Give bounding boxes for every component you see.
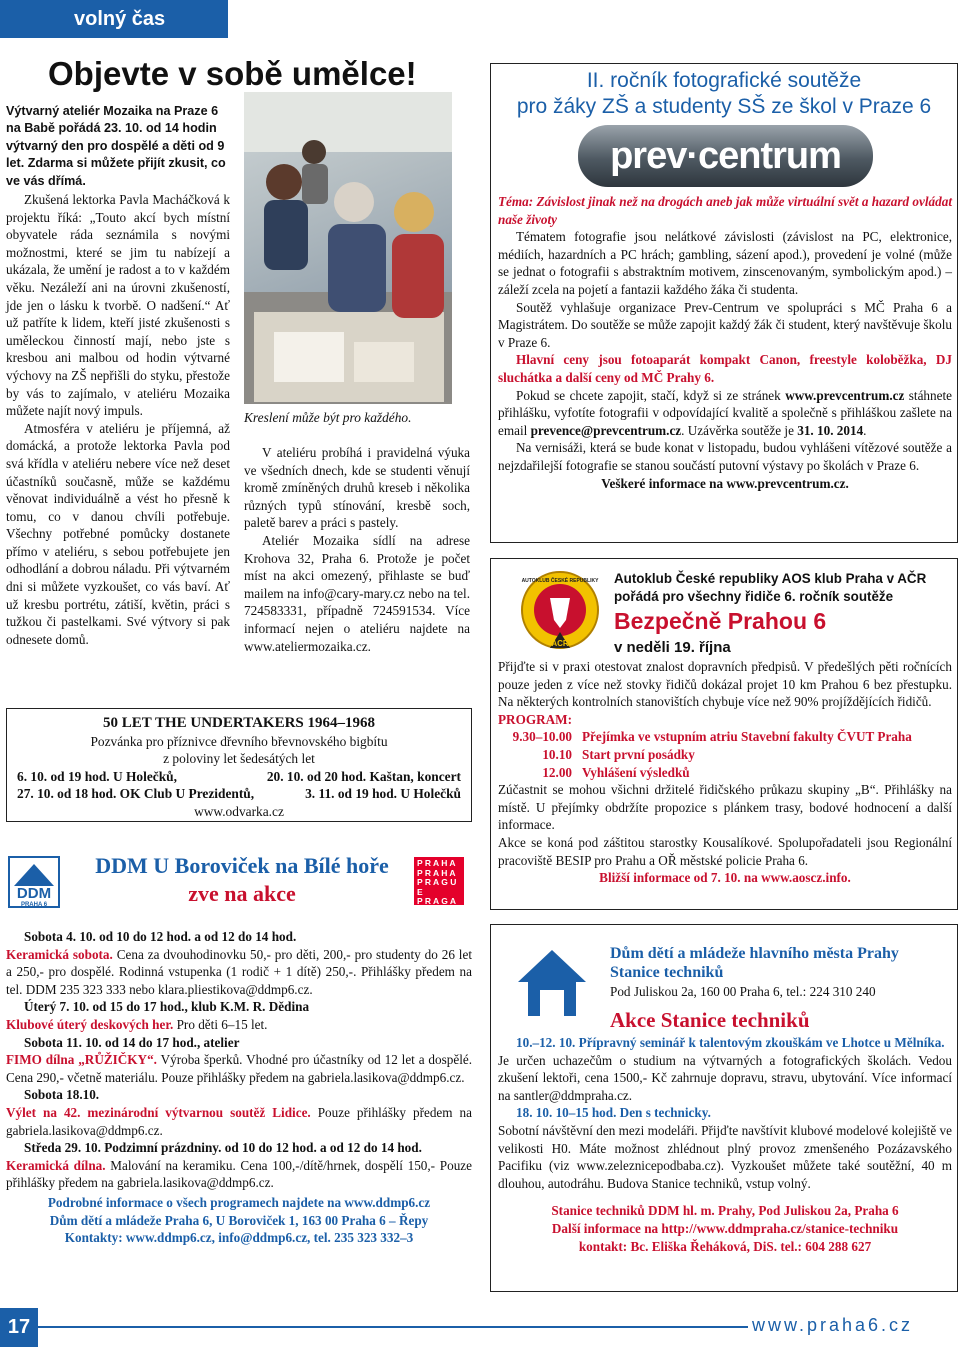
- article-paragraph: Zkušená lektorka Pavla Macháčková k projektu říká: „Touto akcí bych místní obyvatele ráda seznámila s novými možnostmi, které se jim tu nabízejí a ukázala, že umění je radost a to v každém věku. Nezáleží ani na úrovni zkušeností, jde jen o lásku k tvorbě. O nadšení.“ Ať už patříte k lidem, kteří jisté zkušenosti s uměleckou činností mají, nebo jste s kresbou ani malbou od hodin výtvarné výchovy na ZŠ nepřišli do styku, přestože by vás to zajímalo, v ateliéru Mozaika můžete najít nový impuls.: [6, 192, 230, 419]
- prev-centrum-logo: prev·centrum: [578, 125, 873, 187]
- photo-contest-prizes: Hlavní ceny jsou fotoaparát kompakt Canon, freestyle koloběžka, DJ sluchátka a další ceny od MČ Prahy 6.: [498, 352, 952, 385]
- autoklub-date: v neděli 19. října: [614, 639, 731, 656]
- ddm-event-name: Keramická sobota.: [6, 946, 113, 962]
- undertakers-events-row: [7, 785, 471, 802]
- autoklub-program-row: [498, 746, 952, 764]
- article-paragraph: Atmosféra v ateliéru je příjemná, až domácká, a protože lektorka Pavla pod svá křídla v ateliéru nebere více než deset účastníků současně, může se každému věnovat individuálně a vést ho přesně k tomu, co v danou chvíli potřebuje. Všechny potřebné pomůcky dostanete přímo v ateliéru, s sebou potřebujete jen odhodlání a dobrou náladu. Při výtvarném dni si můžete vyzkoušet, co vás baví. Ať už kresbu portrétu, zátiší, květin, práci s tužkou či pastelkami. Své výtvory si pak odnesete domů.: [6, 420, 230, 647]
- stanice-event-text: Je určen uchazečům o studium na výtvarných a fotografických školách. Vedou zkušení lektoři, cena 1500,- Kč zahrnuje dopravu, stravu, ubytování. Více informací na santler@ddmpraha.cz.: [498, 1052, 952, 1103]
- photo-caption: Kreslení může být pro každého.: [244, 410, 412, 425]
- section-tag: volný čas: [0, 0, 228, 38]
- text-run: Pokud se chcete zapojit, stačí, když si ze stránek: [516, 387, 786, 403]
- ddm-title-line: zve na akce: [188, 881, 296, 906]
- photo-contest-title-line: pro žáky ZŠ a studenty SŠ ze škol v Praze 6: [516, 95, 932, 118]
- stanice-address: Pod Juliskou 2a, 160 00 Praha 6, tel.: 224 310 240: [610, 984, 876, 999]
- ddm-event-head: Sobota 18.10.: [24, 1087, 100, 1103]
- prevcentrum-link[interactable]: www.prevcentrum.cz: [785, 387, 905, 403]
- photo-people-drawing-illustration: [244, 92, 452, 404]
- program-time: 9.30–10.00: [512, 729, 572, 745]
- autoklub-paragraph: Akce se koná pod záštitou starostky Kousalíkové. Spolupořadateli jsou Regionální pracoviště BESIP pro Prahu a OŘ městské policie Praha 6.: [498, 834, 952, 868]
- ddm-logo-graphic: [8, 856, 60, 908]
- undertakers-line: z poloviny let šedesátých let: [163, 751, 315, 767]
- ddm-event-desc: Výroba šperků. Vhodné pro účastníky od 12 let a dospělé. Cena 290,- včetně materiálu. Pouze přihlášky předem na gabriela.lasikova@ddmp6.cz.: [6, 1052, 473, 1085]
- program-text: Vyhlášení výsledků: [582, 764, 690, 780]
- praha-logo-line: P R A G A: [417, 896, 457, 906]
- stanice-event-head: 18. 10. 10–15 hod. Den s technicky.: [516, 1105, 711, 1121]
- photo-contest-paragraph: [498, 387, 952, 440]
- ddm-event-head: Středa 29. 10. Podzimní prázdniny. od 10 do 12 hod. a od 12 do 14 hod.: [24, 1140, 422, 1156]
- stanice-title: Akce Stanice techniků: [610, 1008, 810, 1032]
- autoklub-title: Bezpečně Prahou 6: [614, 608, 827, 634]
- photo-contest-title: [490, 68, 958, 120]
- article-column-1: [6, 191, 230, 648]
- undertakers-box: [6, 708, 472, 822]
- ddm-title: [72, 852, 412, 908]
- photo-contest-paragraph: Tématem fotografie jsou nelátkové závislosti (závislost na PC, elektronice, médiích, hazardních a PC hrách; gambling, sázení apod.), provedení je volné (může se jednat o fotografii s abstraktním motivem, zinscenovaným, symbolickým apod.) – záleží zcela na pojetí a fantazii každého žáka či studenta.: [498, 229, 952, 297]
- autoklub-emblem: [520, 570, 600, 654]
- ddm-events: [6, 928, 472, 1247]
- article-column-2: [244, 444, 470, 655]
- program-text: Start první posádky: [582, 746, 695, 762]
- ddm-event-desc: Pro děti 6–15 let.: [173, 1016, 268, 1032]
- autoklub-logo-text: AUTOKLUB ČESKÉ REPUBLIKY: [521, 578, 599, 584]
- praha-logo-line: P R A G U E: [417, 877, 457, 897]
- praha-logo: [414, 857, 464, 916]
- autoklub-logo-subtext: ACR: [551, 639, 569, 648]
- ddm-event-name: Keramická dílna.: [6, 1157, 106, 1173]
- photo-contest-paragraph: Soutěž vyhlašuje organizace Prev-Centrum ve spolupráci s MČ Praha 6 a Magistrátem. Do soutěže se může zapojit každý žák či student, který navštěvuje školu v Praze 6.: [498, 299, 952, 350]
- praha-logo-line: P R A G: [417, 905, 448, 916]
- ddm-title-line: DDM U Boroviček na Bílé hoře: [95, 853, 389, 878]
- text-run: .: [863, 422, 867, 438]
- program-text: Přejímka ve vstupním atriu Stavební fakulty ČVUT Praha: [582, 729, 912, 745]
- autoklub-program-label: PROGRAM:: [498, 711, 572, 727]
- ddm-event-head: Sobota 11. 10. od 14 do 17 hod., atelier: [24, 1034, 240, 1050]
- autoklub-body: [498, 658, 952, 887]
- ddm-event-head: Úterý 7. 10. od 15 do 17 hod., klub K.M. R. Dědina: [24, 999, 310, 1015]
- ddm-footer-line: Podrobné informace o všech programech najdete na www.ddmp6.cz: [47, 1194, 431, 1210]
- ddm-event-text: [6, 1051, 472, 1086]
- ddm-event-desc: Malování na keramiku. Cena 100,-/dítě/hrnek, dospělí 150,- Pouze přihlášky předem na gabriela.lasikova@ddmp6.cz.: [6, 1157, 472, 1191]
- photo-contest-info: Veškeré informace na www.prevcentrum.cz.: [601, 475, 849, 491]
- undertakers-events-row: [7, 768, 471, 785]
- ddm-footer-line: Dům dětí a mládeže Praha 6, U Boroviček 1, 163 00 Praha 6 – Řepy: [49, 1212, 429, 1228]
- autoklub-paragraph: Přijďte si v praxi otestovat znalost dopravních předpisů. V předešlých pěti ročnících pouze jeden z více než stovky řidičů dokázal projet 10 km Prahou 6 bez přestupku. Na některých kontrolních stanovištích chybuje více než 90% projíždějících řidičů.: [498, 659, 952, 710]
- article-photo: [244, 92, 452, 404]
- photo-contest-title-line: II. ročník fotografické soutěže: [586, 69, 862, 92]
- stanice-event-head: 10.–12. 10. Přípravný seminář k talentovým zkouškám ve Lhotce u Mělníka.: [516, 1035, 945, 1050]
- stanice-footer-line: Stanice techniků DDM hl. m. Prahy, Pod Juliskou 2a, Praha 6: [551, 1203, 899, 1219]
- ddm-event-text: [6, 946, 472, 999]
- photo-contest-body: [498, 193, 952, 492]
- text-run: . Uzávěrka soutěže je: [681, 422, 798, 438]
- photo-contest-theme: Téma: Závislost jinak než na drogách aneb jak může virtuální svět a hazard ovládat naše životy: [498, 194, 952, 227]
- ddm-event-desc: Cena za dvouhodinovku 50,- pro děti, 200,- pro studenty do 26 let a 250,- pro dospělé. Rodinná vstupenka (1 rodič + 1 dítě) 250,-. Přihlášky předem na tel. DDM 235 323 333 nebo klara.pliestikova@ddmp6.cz.: [6, 946, 472, 997]
- autoklub-paragraph: Zúčastnit se mohou všichni držitelé řidičského průkazu skupiny „B“. Přihlášky na místě. U přejímky obdržíte propozice s plánkem trasy, bodové hodnocení a další informace.: [498, 782, 952, 833]
- stanice-footer: [498, 1202, 952, 1255]
- stanice-logo: [514, 944, 590, 1020]
- stanice-header-line: Dům dětí a mládeže hlavního města Prahy: [610, 945, 899, 962]
- text-run: stáhnete přihlášku, vyfotíte fotografii v odpovídající kvalitě a společně s přihláškou zašlete na email: [498, 387, 952, 438]
- stanice-footer-line: kontakt: Bc. Eliška Řeháková, DiS. tel.: 604 288 627: [578, 1238, 872, 1254]
- program-time: 10.10: [542, 746, 572, 762]
- photo-contest-paragraph: Na vernisáži, která se bude konat v listopadu, budou vyhlášeni vítězové soutěže a nejzdařilejší fotografie se stanou součástí putovní výstavy po školách v Praze 6.: [498, 440, 952, 473]
- undertakers-url: www.odvarka.cz: [194, 803, 284, 819]
- stanice-header: [610, 944, 950, 982]
- house-icon: [514, 944, 590, 1020]
- ddm-event-name: Výlet na 42. mezinárodní výtvarnou soutěž Lidice.: [6, 1104, 311, 1120]
- ddm-event-head: Sobota 4. 10. od 10 do 12 hod. a od 12 do 14 hod.: [24, 929, 297, 944]
- ddm-event-text: [6, 1104, 472, 1139]
- undertakers-event: 27. 10. od 18 hod. OK Club U Prezidentů,: [17, 786, 255, 802]
- ddm-logo-subtext: PRAHA 6: [20, 902, 48, 908]
- ddm-footer: [6, 1194, 472, 1247]
- undertakers-line: Pozvánka pro příznivce dřevního břevnovského bigbítu: [90, 734, 388, 749]
- article-paragraph: Ateliér Mozaika sídlí na adrese Krohova 32, Praha 6. Protože je počet míst na akci omezený, přihlaste se buď mailem na info@cary-mary.cz nebo na tel. 724583331, případně 724591534. Více informací nejen o ateliéru najdete na www.ateliermozaika.cz.: [244, 532, 470, 654]
- autoklub-program-row: [498, 764, 952, 782]
- ddm-event-desc: Pouze přihlášky předem na gabriela.lasikova@ddmp6.cz.: [6, 1104, 472, 1138]
- ddm-footer-line: Kontakty: www.ddmp6.cz, info@ddmp6.cz, tel. 235 323 332–3: [64, 1230, 414, 1246]
- page-number: 17: [0, 1308, 38, 1347]
- praha-logo-line: P R A H A: [417, 867, 456, 878]
- stanice-footer-line: Další informace na http://www.ddmpraha.cz/stanice-techniku: [551, 1220, 899, 1236]
- article-paragraph: V ateliéru probíhá i pravidelná výuka ve všedních dnech, kde se studenti věnují kromě zmíněných druhů kreseb i několika různých typů stínování, kresbě soch, paletě barev a práci s pastely.: [244, 445, 470, 531]
- undertakers-title: 50 LET THE UNDERTAKERS 1964–1968: [102, 715, 376, 731]
- stanice-header-line: Stanice techniků: [610, 964, 724, 981]
- undertakers-event: 3. 11. od 19 hod. U Holečků: [305, 786, 461, 802]
- article-lead: Výtvarný ateliér Mozaika na Praze 6 na Babě pořádá 23. 10. od 14 hodin výtvarný den pro dospělé a děti od 9 let. Zdarma si můžete přijít zkusit, co ve vás dřímá.: [6, 104, 226, 188]
- ddm-logo-text: DDM: [16, 885, 52, 902]
- ddm-event-name: FIMO dílna „RŮŽIČKY“.: [6, 1052, 157, 1068]
- ddm-logo: [8, 856, 60, 908]
- article-title: Objevte v sobě umělce!: [48, 55, 417, 92]
- autoklub-logo: [520, 570, 600, 654]
- program-time: 12.00: [542, 764, 572, 780]
- footer-url[interactable]: www.praha6.cz: [752, 1315, 914, 1335]
- autoklub-info: Bližší informace od 7. 10. na www.aoscz.info.: [599, 870, 851, 886]
- stanice-body: [498, 1034, 952, 1255]
- ddm-event-text: [6, 1016, 472, 1034]
- undertakers-event: 6. 10. od 19 hod. U Holečků,: [17, 768, 177, 784]
- deadline-date: 31. 10. 2014: [797, 422, 864, 438]
- ddm-event-text: [6, 1157, 472, 1192]
- ddm-event-name: Klubové úterý deskových her.: [6, 1016, 174, 1032]
- stanice-event-text: Sobotní návštěvní den mezi modeláři. Přijďte navštívit klubové modelové kolejiště ve velikosti H0. Máte možnost zhlédnout plný provoz zmenšeného Pozázavského Pacifiku (viz www.zeleznicepodbaba.cz). Vyzkoušet můžete také soutěžní, 40 m dlouhou, autodráhu. Budova Stanice techniků, vstup volný.: [498, 1122, 952, 1191]
- footer-divider: [38, 1326, 748, 1328]
- autoklub-program-row: [498, 728, 952, 746]
- praha-logo-line: P R A H A: [417, 858, 456, 868]
- autoklub-header: Autoklub České republiky AOS klub Praha v AČR pořádá pro všechny řidiče 6. ročník soutěže: [614, 571, 927, 604]
- prevence-email-link[interactable]: prevence@prevcentrum.cz: [530, 422, 682, 438]
- undertakers-event: 20. 10. od 20 hod. Kaštan, koncert: [266, 768, 461, 784]
